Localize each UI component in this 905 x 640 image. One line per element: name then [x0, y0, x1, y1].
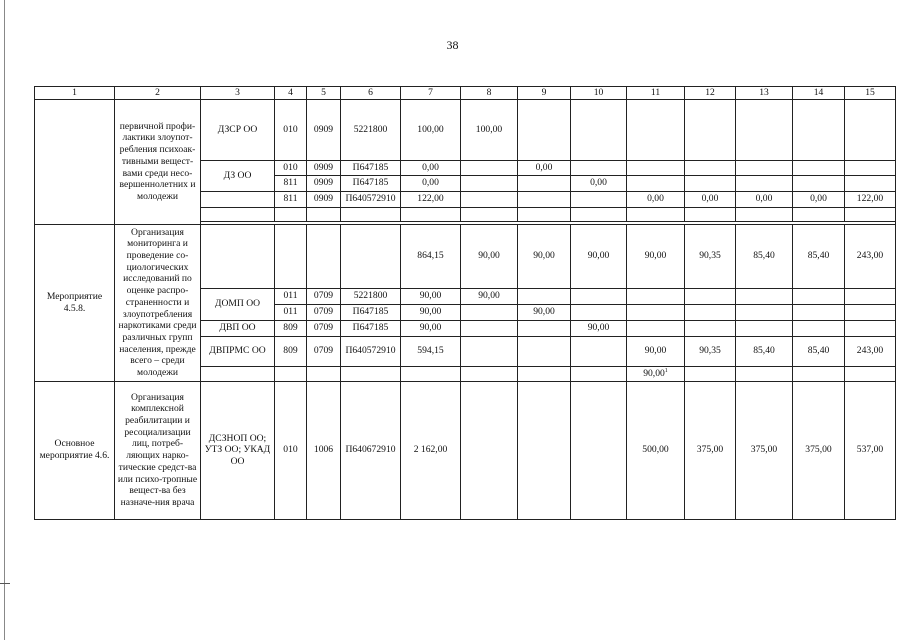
- cell: 809: [275, 320, 307, 336]
- cell: [341, 207, 401, 221]
- col-header: 1: [35, 87, 115, 100]
- org-cell: [201, 224, 275, 288]
- activity-id-cell: [35, 99, 115, 224]
- cell: [627, 320, 685, 336]
- cell: [627, 175, 685, 191]
- col-header: 6: [341, 87, 401, 100]
- cell: [461, 381, 518, 519]
- cell: 0,00: [736, 191, 793, 207]
- cell: [461, 304, 518, 320]
- cell: 243,00: [845, 336, 896, 366]
- cell: 594,15: [401, 336, 461, 366]
- col-header: 8: [461, 87, 518, 100]
- cell: 809: [275, 336, 307, 366]
- cell: [627, 207, 685, 221]
- cell: [627, 99, 685, 160]
- cell: 90,00: [627, 336, 685, 366]
- cell: [518, 207, 571, 221]
- cell: [571, 160, 627, 175]
- cell: 500,00: [627, 381, 685, 519]
- cell: 0709: [307, 320, 341, 336]
- cell: [275, 207, 307, 221]
- cell: 0909: [307, 191, 341, 207]
- footnote-value: 90,00: [643, 367, 665, 379]
- column-number-row: [35, 87, 896, 100]
- cell: [275, 366, 307, 381]
- cell: 537,00: [845, 381, 896, 519]
- cell: 0,00: [401, 160, 461, 175]
- cell: 2 162,00: [401, 381, 461, 519]
- cell: 100,00: [401, 99, 461, 160]
- cell: [627, 288, 685, 304]
- cell: 1006: [307, 381, 341, 519]
- cell: 375,00: [793, 381, 845, 519]
- cell: [685, 99, 736, 160]
- cell: 011: [275, 304, 307, 320]
- cell: П647185: [341, 160, 401, 175]
- org-cell: ДОМП ОО: [201, 288, 275, 320]
- cell: [518, 381, 571, 519]
- cell: 90,00: [401, 320, 461, 336]
- cell: 811: [275, 175, 307, 191]
- cell: [401, 207, 461, 221]
- cell: П647185: [341, 304, 401, 320]
- cell: [845, 207, 896, 221]
- col-header: 2: [115, 87, 201, 100]
- col-header: 9: [518, 87, 571, 100]
- table-row: [35, 224, 896, 288]
- cell: [518, 320, 571, 336]
- cell: [571, 99, 627, 160]
- cell: [627, 160, 685, 175]
- cell: 0,00: [401, 175, 461, 191]
- cell: 90,00: [401, 288, 461, 304]
- cell: [793, 320, 845, 336]
- cell: 0909: [307, 99, 341, 160]
- cell: 0709: [307, 336, 341, 366]
- cell: 243,00: [845, 224, 896, 288]
- cell: [736, 160, 793, 175]
- cell: [461, 191, 518, 207]
- cell: [518, 191, 571, 207]
- cell: 100,00: [461, 99, 518, 160]
- col-header: 12: [685, 87, 736, 100]
- cell: [341, 224, 401, 288]
- cell: П640672910: [341, 381, 401, 519]
- cell: [627, 304, 685, 320]
- cell: 0709: [307, 304, 341, 320]
- cell: 010: [275, 381, 307, 519]
- cell: П647185: [341, 320, 401, 336]
- cell: 90,00: [518, 304, 571, 320]
- org-cell: ДВПРМС ОО: [201, 336, 275, 366]
- cell: [685, 366, 736, 381]
- activity-name: Организация комплексной реабилитации и ресоциализации лиц, потреб-ляющих нарко-тические средст-ва или психо-тропные вещест-ва без назначе-ния врача: [115, 381, 201, 519]
- org-cell: ДВП ОО: [201, 320, 275, 336]
- cell: 5221800: [341, 288, 401, 304]
- cell: 375,00: [685, 381, 736, 519]
- activity-id: Основное мероприятие 4.6.: [35, 381, 115, 519]
- org-cell: [201, 191, 275, 207]
- cell: 90,00: [571, 320, 627, 336]
- cell: [685, 160, 736, 175]
- cell: [571, 381, 627, 519]
- cell: 122,00: [401, 191, 461, 207]
- cell: 811: [275, 191, 307, 207]
- cell: 5221800: [341, 99, 401, 160]
- cell: [736, 320, 793, 336]
- cell: [793, 207, 845, 221]
- cell: 0909: [307, 175, 341, 191]
- cell: 90,00: [518, 224, 571, 288]
- cell: П640572910: [341, 191, 401, 207]
- cell: [571, 366, 627, 381]
- cell: [307, 366, 341, 381]
- org-cell: ДЗСР ОО: [201, 99, 275, 160]
- cell: [736, 366, 793, 381]
- cell: 85,40: [793, 336, 845, 366]
- cell: [793, 99, 845, 160]
- cell: 85,40: [736, 336, 793, 366]
- cell: [685, 288, 736, 304]
- cell: [518, 336, 571, 366]
- cell: [518, 288, 571, 304]
- cell: 0,00: [685, 191, 736, 207]
- col-header: 11: [627, 87, 685, 100]
- cell: [307, 224, 341, 288]
- cell: [736, 99, 793, 160]
- cell: [845, 366, 896, 381]
- cell: 85,40: [736, 224, 793, 288]
- cell: 90,35: [685, 336, 736, 366]
- cell: [793, 304, 845, 320]
- col-header: 3: [201, 87, 275, 100]
- cell: [736, 207, 793, 221]
- cell: 0,00: [571, 175, 627, 191]
- cell: [571, 304, 627, 320]
- col-header: 14: [793, 87, 845, 100]
- cell: [845, 304, 896, 320]
- cell: 122,00: [845, 191, 896, 207]
- col-header: 13: [736, 87, 793, 100]
- cell: [518, 175, 571, 191]
- cell: 011: [275, 288, 307, 304]
- cell: [793, 175, 845, 191]
- activity-name: первичной профи-лактики злоупот-ребления психоак-тивными вещест-вами среди несо-вершеннолетних и молодежи: [115, 99, 201, 224]
- cell: 010: [275, 160, 307, 175]
- cell: [461, 336, 518, 366]
- cell: 90,00: [627, 224, 685, 288]
- table-row: [35, 99, 896, 160]
- footnote-cell: [627, 366, 685, 381]
- cell: 0909: [307, 160, 341, 175]
- cell: [736, 304, 793, 320]
- cell: 010: [275, 99, 307, 160]
- table-row: [35, 381, 896, 519]
- col-header: 15: [845, 87, 896, 100]
- org-cell: [201, 207, 275, 221]
- cell: 0,00: [627, 191, 685, 207]
- cell: П647185: [341, 175, 401, 191]
- col-header: 5: [307, 87, 341, 100]
- cell: [461, 175, 518, 191]
- cell: [461, 366, 518, 381]
- cell: [845, 320, 896, 336]
- cell: [518, 366, 571, 381]
- cell: [571, 336, 627, 366]
- cell: [685, 175, 736, 191]
- cell: [736, 175, 793, 191]
- cell: [341, 366, 401, 381]
- footnote-mark: 1: [664, 367, 668, 374]
- cell: 0,00: [518, 160, 571, 175]
- cell: 85,40: [793, 224, 845, 288]
- cell: [793, 366, 845, 381]
- org-cell: [201, 366, 275, 381]
- cell: [845, 99, 896, 160]
- cell: [793, 288, 845, 304]
- org-cell: ДЗ ОО: [201, 160, 275, 191]
- page-edge: [4, 0, 5, 640]
- cell: [461, 320, 518, 336]
- budget-table: [34, 86, 896, 520]
- cell: [401, 366, 461, 381]
- cell: [518, 99, 571, 160]
- cell: 90,35: [685, 224, 736, 288]
- cell: [461, 207, 518, 221]
- cell: [461, 160, 518, 175]
- cell: 375,00: [736, 381, 793, 519]
- col-header: 4: [275, 87, 307, 100]
- cell: [845, 175, 896, 191]
- cell: 90,00: [461, 288, 518, 304]
- cell: 90,00: [401, 304, 461, 320]
- cell: [845, 160, 896, 175]
- cell: П640572910: [341, 336, 401, 366]
- cell: [685, 207, 736, 221]
- cell: 864,15: [401, 224, 461, 288]
- col-header: 7: [401, 87, 461, 100]
- cell: 0709: [307, 288, 341, 304]
- cell: [571, 191, 627, 207]
- page-number: 38: [446, 38, 459, 52]
- col-header: 10: [571, 87, 627, 100]
- org-cell: ДСЗНОП ОО; УТЗ ОО; УКАД ОО: [201, 381, 275, 519]
- activity-name: Организация мониторинга и проведение со-циологических исследований по оценке распро-страненности и злоупотребления наркотиками среди различных групп населения, прежде всего – среди молодежи: [115, 224, 201, 381]
- cell: [793, 160, 845, 175]
- cell: [571, 207, 627, 221]
- cell: [307, 207, 341, 221]
- activity-id: Мероприятие 4.5.8.: [35, 224, 115, 381]
- cell: [736, 288, 793, 304]
- page-edge-tick: [0, 583, 10, 584]
- cell: 90,00: [461, 224, 518, 288]
- cell: [685, 320, 736, 336]
- cell: [845, 288, 896, 304]
- cell: [275, 224, 307, 288]
- cell: [571, 288, 627, 304]
- cell: 90,00: [571, 224, 627, 288]
- cell: [685, 304, 736, 320]
- cell: 0,00: [793, 191, 845, 207]
